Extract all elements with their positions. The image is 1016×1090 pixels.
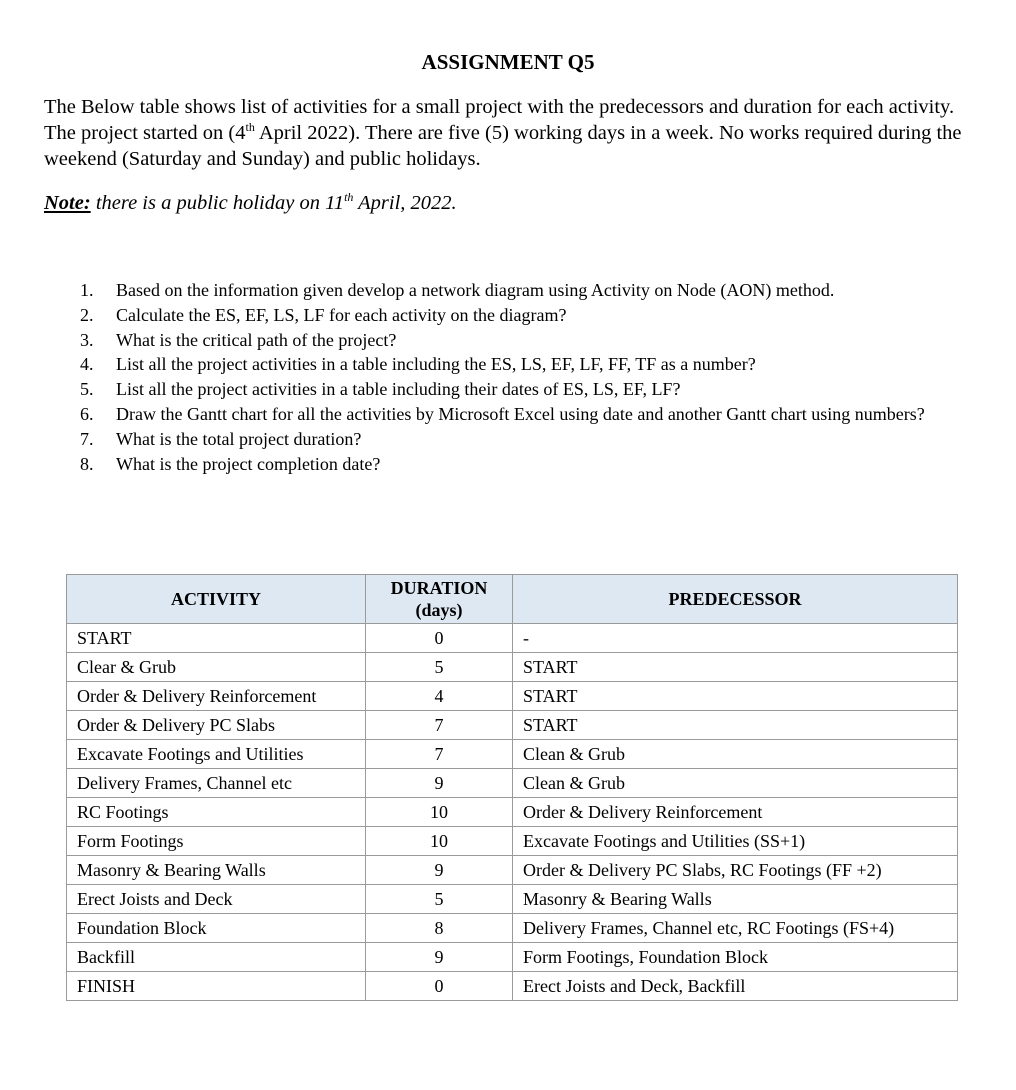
table-row [67, 798, 958, 827]
question-item: 3. What is the critical path of the project? [80, 329, 397, 350]
activity-cell: FINISH [67, 972, 366, 1001]
predecessor-cell: Order & Delivery Reinforcement [513, 798, 958, 827]
duration-cell: 0 [366, 624, 513, 653]
question-item: 8. What is the project completion date? [80, 453, 381, 474]
predecessor-cell: Masonry & Bearing Walls [513, 885, 958, 914]
intro-superscript: th [245, 120, 255, 135]
duration-cell: 9 [366, 769, 513, 798]
holiday-note [44, 192, 457, 215]
predecessor-cell: START [513, 653, 958, 682]
question-item: 4. List all the project activities in a table including the ES, LS, EF, LF, FF, TF as a number? [80, 354, 756, 375]
table-row [67, 624, 958, 653]
table-row [67, 885, 958, 914]
predecessor-cell: Delivery Frames, Channel etc, RC Footings (FS+4) [513, 914, 958, 943]
header-activity: ACTIVITY [67, 575, 366, 624]
header-duration: DURATION (days) [366, 575, 513, 624]
table-row [67, 827, 958, 856]
note-superscript: th [344, 190, 354, 205]
predecessor-cell: START [513, 682, 958, 711]
question-list [80, 278, 1016, 476]
activity-cell: Backfill [67, 943, 366, 972]
duration-cell: 7 [366, 711, 513, 740]
activity-cell: Delivery Frames, Channel etc [67, 769, 366, 798]
duration-cell: 10 [366, 827, 513, 856]
duration-cell: 9 [366, 856, 513, 885]
duration-cell: 8 [366, 914, 513, 943]
predecessor-cell: Erect Joists and Deck, Backfill [513, 972, 958, 1001]
activity-table [66, 574, 958, 1001]
note-text-2: April, 2022. [353, 192, 457, 214]
duration-cell: 4 [366, 682, 513, 711]
assignment-title: ASSIGNMENT Q5 [421, 50, 595, 74]
activity-cell: Clear & Grub [67, 653, 366, 682]
predecessor-cell: - [513, 624, 958, 653]
table-header-row [67, 575, 958, 624]
intro-paragraph [44, 94, 974, 172]
predecessor-cell: Form Footings, Foundation Block [513, 943, 958, 972]
table-row [67, 682, 958, 711]
table-row [67, 914, 958, 943]
activity-cell: Order & Delivery Reinforcement [67, 682, 366, 711]
activity-cell: Order & Delivery PC Slabs [67, 711, 366, 740]
table-row [67, 943, 958, 972]
intro-text-2: April 2022). There are five (5) working days in a week. No works required during the weekend (Saturday and Sunday) and public holidays. [44, 122, 962, 170]
question-item: 6. Draw the Gantt chart for all the activities by Microsoft Excel using date and another Gantt chart using numbers? [80, 403, 925, 424]
table-row [67, 972, 958, 1001]
predecessor-cell: Excavate Footings and Utilities (SS+1) [513, 827, 958, 856]
predecessor-cell: Clean & Grub [513, 740, 958, 769]
table-row [67, 711, 958, 740]
activity-cell: START [67, 624, 366, 653]
predecessor-cell: START [513, 711, 958, 740]
activity-cell: Erect Joists and Deck [67, 885, 366, 914]
predecessor-cell: Clean & Grub [513, 769, 958, 798]
note-label: Note: [44, 192, 91, 214]
question-item: 1. Based on the information given develop a network diagram using Activity on Node (AON) method. [80, 280, 835, 300]
duration-cell: 7 [366, 740, 513, 769]
table-row [67, 769, 958, 798]
duration-cell: 0 [366, 972, 513, 1001]
question-item: 2. Calculate the ES, EF, LS, LF for each activity on the diagram? [80, 304, 567, 325]
intro-text-1: The Below table shows list of activities for a small project with the predecessors and duration for each activity. The project started on (4 [44, 96, 955, 144]
duration-cell: 5 [366, 653, 513, 682]
activity-cell: RC Footings [67, 798, 366, 827]
table-row [67, 653, 958, 682]
activity-cell: Form Footings [67, 827, 366, 856]
question-item: 7. What is the total project duration? [80, 428, 362, 449]
note-text-1: there is a public holiday on 11 [90, 192, 345, 214]
predecessor-cell: Order & Delivery PC Slabs, RC Footings (FF +2) [513, 856, 958, 885]
header-predecessor: PREDECESSOR [513, 575, 958, 624]
activity-cell: Excavate Footings and Utilities [67, 740, 366, 769]
duration-cell: 9 [366, 943, 513, 972]
duration-cell: 5 [366, 885, 513, 914]
table-row [67, 740, 958, 769]
question-item: 5. List all the project activities in a table including their dates of ES, LS, EF, LF? [80, 379, 681, 400]
activity-cell: Masonry & Bearing Walls [67, 856, 366, 885]
duration-cell: 10 [366, 798, 513, 827]
activity-cell: Foundation Block [67, 914, 366, 943]
table-row [67, 856, 958, 885]
